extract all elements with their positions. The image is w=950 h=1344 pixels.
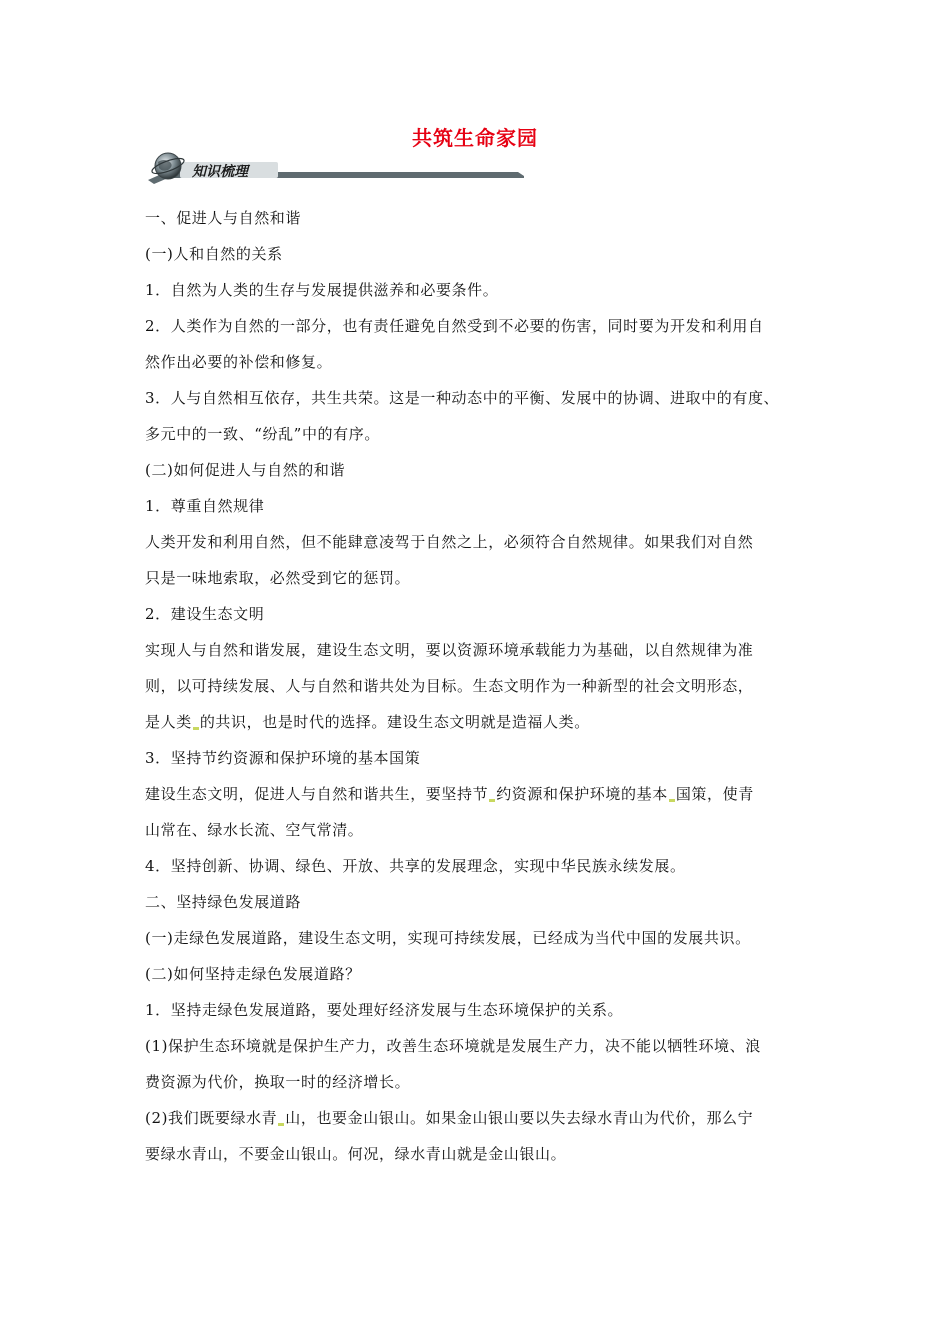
paragraph-line	[145, 1100, 825, 1136]
paragraph-line: 要绿水青山，不要金山银山。何况，绿水青山就是金山银山。	[145, 1145, 567, 1163]
subheading: (一)人和自然的关系	[145, 245, 283, 263]
text-segment: 约资源和保护环境的基本	[496, 785, 668, 803]
subheading: (二)如何促进人与自然的和谐	[145, 461, 346, 479]
text-segment: 的共识，也是时代的选择。建设生态文明就是造福人类。	[199, 713, 590, 731]
highlight-mark	[489, 799, 495, 802]
subheading: (二)如何坚持走绿色发展道路？	[145, 965, 361, 983]
paragraph-line	[145, 704, 825, 740]
text-segment: 国策，使青	[675, 785, 754, 803]
paragraph-line: (一)走绿色发展道路，建设生态文明，实现可持续发展，已经成为当代中国的发展共识。	[145, 929, 751, 947]
paragraph-line: 3．坚持节约资源和保护环境的基本国策	[145, 749, 421, 767]
document-body	[145, 200, 825, 1172]
text-segment: 是人类	[145, 713, 192, 731]
paragraph-line: 1．自然为人类的生存与发展提供滋养和必要条件。	[145, 281, 499, 299]
paragraph-line	[145, 776, 825, 812]
paragraph-line: 3．人与自然相互依存，共生共荣。这是一种动态中的平衡、发展中的协调、进取中的有度、	[145, 389, 780, 407]
paragraph-line: 1．坚持走绿色发展道路，要处理好经济发展与生态环境保护的关系。	[145, 1001, 624, 1019]
highlight-mark	[669, 799, 675, 802]
page-title: 共筑生命家园	[412, 126, 538, 150]
text-segment: 建设生态文明，促进人与自然和谐共生，要坚持节	[145, 785, 489, 803]
paragraph-line: 费资源为代价，换取一时的经济增长。	[145, 1073, 411, 1091]
highlight-mark	[193, 727, 199, 730]
paragraph-line: 然作出必要的补偿和修复。	[145, 353, 333, 371]
paragraph-line: 1．尊重自然规律	[145, 497, 265, 515]
paragraph-line: (1)保护生态环境就是保护生产力，改善生态环境就是发展生产力，决不能以牺牲环境、浪	[145, 1037, 761, 1055]
paragraph-line: 人类开发和利用自然，但不能肆意凌驾于自然之上，必须符合自然规律。如果我们对自然	[145, 533, 754, 551]
text-segment: 山，也要金山银山。如果金山银山要以失去绿水青山为代价，那么宁	[285, 1109, 754, 1127]
section-label: 知识梳理	[192, 164, 248, 180]
paragraph-line: 则，以可持续发展、人与自然和谐共处为目标。生态文明作为一种新型的社会文明形态，	[145, 677, 754, 695]
paragraph-line: 4．坚持创新、协调、绿色、开放、共享的发展理念，实现中华民族永续发展。	[145, 857, 686, 875]
paragraph-line: 实现人与自然和谐发展，建设生态文明，要以资源环境承载能力为基础，以自然规律为准	[145, 641, 754, 659]
paragraph-line: 2．建设生态文明	[145, 605, 265, 623]
heading-2: 二、坚持绿色发展道路	[145, 893, 302, 911]
paragraph-line: 多元中的一致、“纷乱”中的有序。	[145, 425, 380, 443]
paragraph-line: 山常在、绿水长流、空气常清。	[145, 821, 364, 839]
paragraph-line: 只是一味地索取，必然受到它的惩罚。	[145, 569, 411, 587]
highlight-mark	[278, 1123, 284, 1126]
section-banner	[146, 150, 526, 188]
heading-1: 一、促进人与自然和谐	[145, 209, 302, 227]
paragraph-line: 2．人类作为自然的一部分，也有责任避免自然受到不必要的伤害，同时要为开发和利用自	[145, 317, 764, 335]
text-segment: (2)我们既要绿水青	[145, 1109, 278, 1127]
